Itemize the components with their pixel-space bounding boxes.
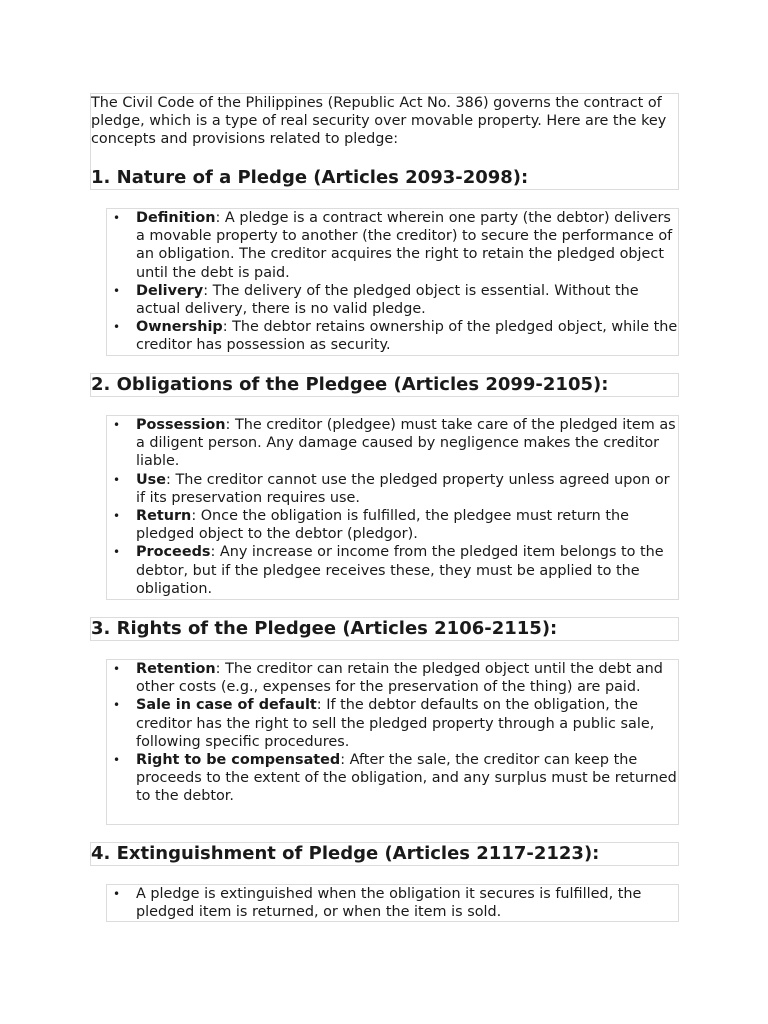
section-3-list	[106, 659, 679, 825]
list-item	[107, 318, 680, 354]
list-item	[107, 471, 680, 507]
description: : The delivery of the pledged object is essential. Without the actual delivery, there is no valid pledge.	[136, 282, 639, 318]
section-1-heading: 1. Nature of a Pledge (Articles 2093-2098):	[91, 167, 529, 188]
description: : After the sale, the creditor can keep the proceeds to the extent of the obligation, and any surplus must be returned to the debtor.	[136, 752, 677, 805]
list-item	[107, 282, 680, 318]
description: : The creditor cannot use the pledged property unless agreed upon or if its preservation requires use.	[136, 471, 670, 506]
description: : The debtor retains ownership of the pledged object, while the creditor has possession as security.	[136, 319, 678, 354]
list-item	[107, 507, 680, 543]
section-4-heading: 4. Extinguishment of Pledge (Articles 2117-2123):	[91, 843, 600, 864]
list-item	[107, 885, 680, 921]
list-item	[107, 751, 680, 806]
description: : The creditor (pledgee) must take care of the pledged item as a diligent person. Any damage caused by negligence makes the creditor liable.	[136, 417, 676, 470]
description: : A pledge is a contract wherein one party (the debtor) delivers a movable property to another (the creditor) to secure the performance of an obligation. The creditor acquires the right to retain the pledged object until the debt is paid.	[136, 210, 673, 281]
section-3-heading: 3. Rights of the Pledgee (Articles 2106-2115):	[91, 618, 558, 639]
section-1-list	[106, 208, 679, 356]
term: Return	[136, 508, 192, 525]
term: Use	[136, 471, 167, 488]
term: Retention	[136, 661, 216, 677]
list-item	[107, 543, 680, 598]
term: Proceeds	[136, 544, 211, 561]
section-2-heading: 2. Obligations of the Pledgee (Articles 2099-2105):	[91, 374, 609, 395]
description: : Once the obligation is fulfilled, the pledgee must return the pledged object to the debtor (pledgor).	[136, 508, 629, 543]
term: Delivery	[136, 282, 204, 299]
description: A pledge is extinguished when the obligation it secures is fulfilled, the pledged item is returned, or when the item is sold.	[136, 886, 642, 921]
term: Possession	[136, 417, 226, 433]
term: Ownership	[136, 319, 223, 336]
section-4-list	[106, 884, 679, 922]
term: Sale in case of default	[136, 697, 317, 714]
list-item	[107, 416, 680, 471]
list-item	[107, 660, 680, 696]
section-2-list	[106, 415, 679, 600]
description: : The creditor can retain the pledged object until the debt and other costs (e.g., expenses for the preservation of the thing) are paid.	[136, 661, 663, 696]
term: Right to be compensated	[136, 752, 341, 769]
section-2-heading-box	[90, 373, 679, 397]
term: Definition	[136, 210, 216, 226]
description: : If the debtor defaults on the obligation, the creditor has the right to sell the pledged property through a public sale, following specific procedures.	[136, 697, 655, 750]
list-item	[107, 696, 680, 751]
section-4-heading-box	[90, 842, 679, 866]
section-3-heading-box	[90, 617, 679, 641]
intro-block	[90, 93, 679, 190]
intro-paragraph: The Civil Code of the Philippines (Republic Act No. 386) governs the contract of pledge, which is a type of real security over movable property. Here are the key concepts and provisions related to pledge:	[91, 95, 667, 147]
description: : Any increase or income from the pledged item belongs to the debtor, but if the pledgee receives these, they must be applied to the obligation.	[136, 544, 664, 597]
list-item	[107, 209, 680, 282]
